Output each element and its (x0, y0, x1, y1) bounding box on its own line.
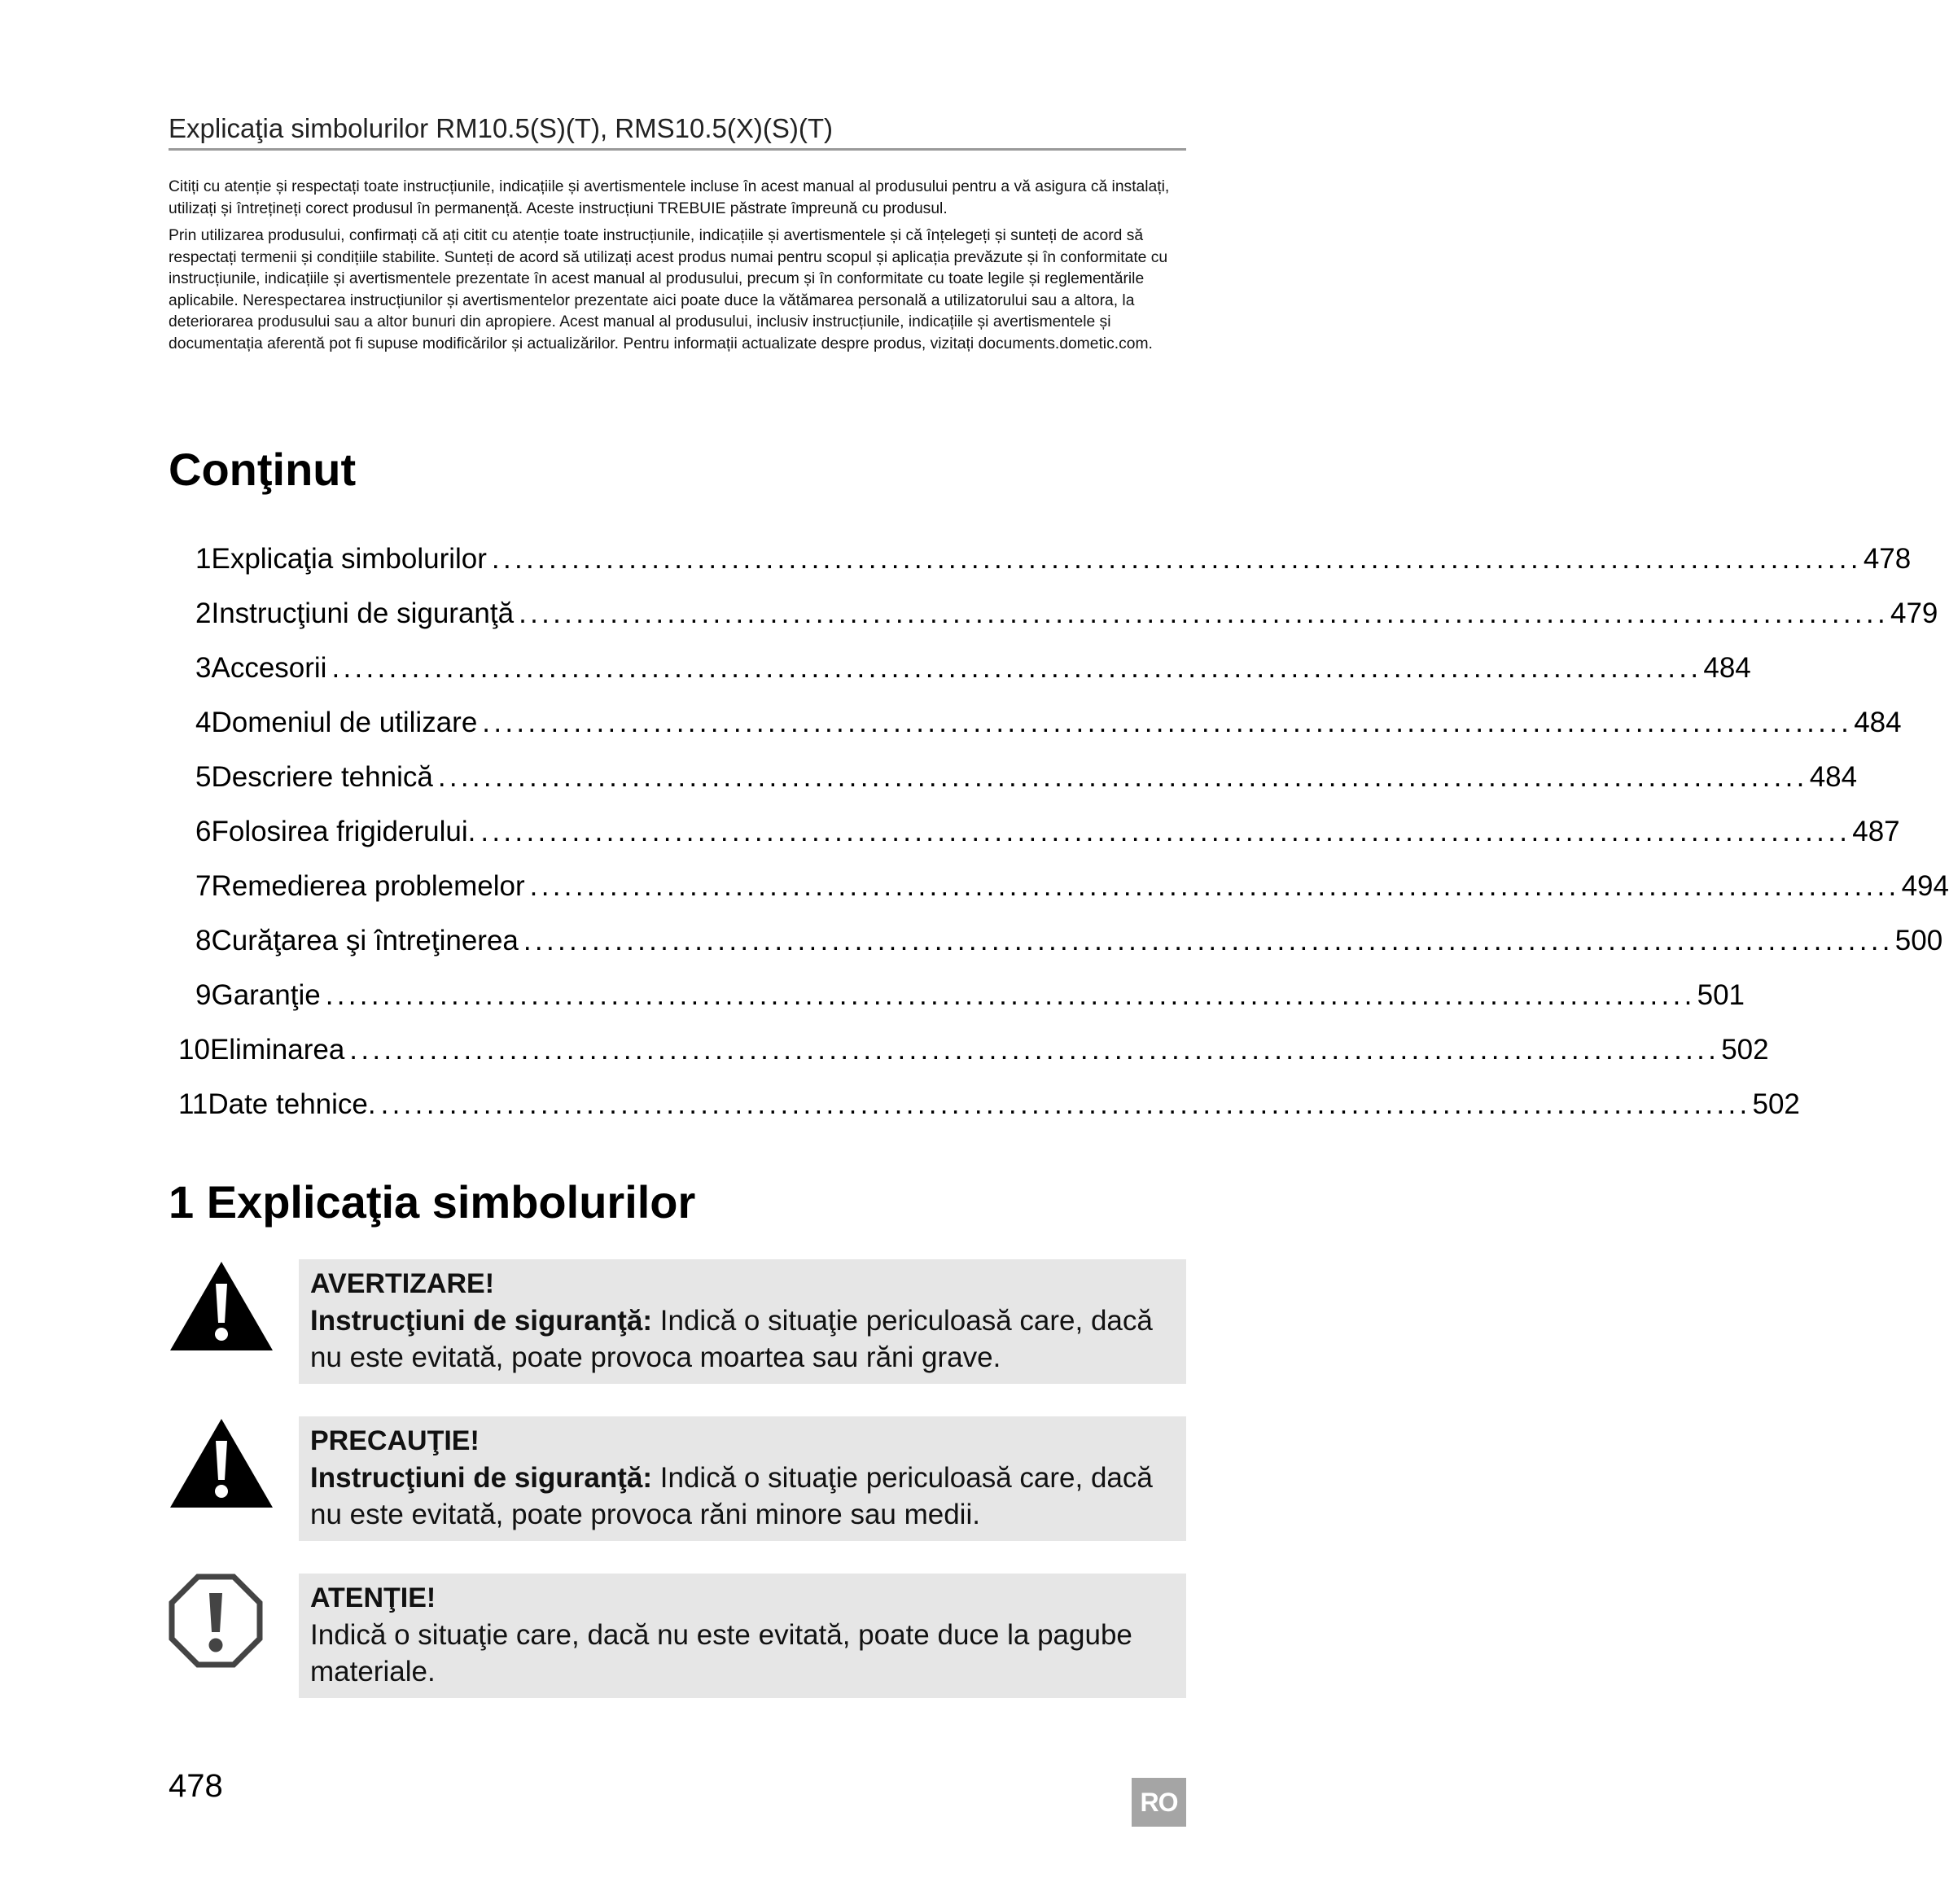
caution-notice (299, 1416, 1186, 1541)
toc-number: 10 (178, 1034, 210, 1066)
toc-title: Descriere tehnică (211, 761, 433, 793)
toc-entry-7[interactable] (195, 865, 1949, 908)
toc-leader-dots: ........................................................................................................................ (437, 761, 1808, 793)
toc-number: 9 (195, 979, 212, 1011)
toc-page: 500 (1894, 925, 1943, 956)
notice-lead: Instrucţiuni de siguranţă: (310, 1305, 653, 1337)
warning-notice (299, 1259, 1186, 1384)
toc-number: 11 (178, 1088, 208, 1120)
toc-leader-dots: ........................................................................................................................ (480, 816, 1851, 847)
toc-entry-9[interactable] (195, 974, 1745, 1017)
toc-page: 502 (1721, 1034, 1769, 1066)
toc-number: 7 (195, 870, 212, 902)
toc-page: 494 (1901, 870, 1949, 902)
toc-entry-6[interactable] (195, 811, 1900, 853)
notice-text: Indică o situaţie periculoasă care, dacă nu este evitată, poate provoca răni minore sau medii. (310, 1462, 1153, 1530)
toc-leader-dots: ........................................................................................................................ (331, 652, 1702, 684)
toc-page: 502 (1752, 1088, 1800, 1120)
toc-entry-11[interactable] (178, 1083, 1800, 1126)
notice-body (310, 1617, 1175, 1690)
notice-octagon-icon (169, 1574, 263, 1668)
toc-number: 3 (195, 652, 212, 684)
toc-leader-dots: ........................................................................................................................ (325, 979, 1696, 1011)
intro-paragraph: Citiți cu atenție și respectați toate instrucțiunile, indicațiile și avertismentele incluse în acest manual al produsului pentru a vă asigura că instalați, utilizați și întrețineți corect produsul în permanență. Aceste instrucțiuni TREBUIE păstrate împreună cu produsul. (169, 178, 1170, 217)
toc-heading: Conţinut (169, 444, 357, 495)
page-header (169, 111, 1186, 151)
toc-number: 5 (195, 761, 212, 793)
toc-entry-5[interactable] (195, 756, 1858, 799)
section-1-heading: 1 Explicaţia simbolurilor (169, 1176, 696, 1228)
language-badge: RO (1132, 1778, 1186, 1827)
toc-entry-1[interactable] (195, 538, 1912, 580)
toc-page: 484 (1854, 707, 1902, 738)
toc-title: Date tehnice. (208, 1088, 376, 1120)
toc-page: 484 (1809, 761, 1858, 793)
toc-entry-2[interactable] (195, 593, 1938, 635)
notice-title: PRECAUŢIE! (310, 1425, 480, 1456)
notice-title: ATENŢIE! (310, 1582, 436, 1613)
notice-text: Indică o situaţie care, dacă nu este evitată, poate duce la pagube materiale. (310, 1619, 1132, 1687)
warning-triangle-icon (169, 1259, 274, 1353)
toc-number: 2 (195, 597, 212, 629)
toc-title: Explicaţia simbolurilor (211, 543, 487, 575)
caution-triangle-icon (169, 1416, 274, 1510)
toc-page: 484 (1703, 652, 1751, 684)
notice-body (310, 1460, 1175, 1533)
toc-entry-4[interactable] (195, 702, 1902, 744)
toc-page: 478 (1863, 543, 1912, 575)
attention-notice (299, 1574, 1186, 1698)
toc-page: 479 (1890, 597, 1938, 629)
toc-number: 1 (195, 543, 212, 575)
toc-title: Garanţie (211, 979, 321, 1011)
toc-title: Eliminarea (209, 1034, 345, 1066)
toc-title: Remedierea problemelor (211, 870, 525, 902)
toc-number: 4 (195, 707, 212, 738)
toc-page: 501 (1697, 979, 1745, 1011)
toc-title: Accesorii (211, 652, 327, 684)
toc-page: 487 (1852, 816, 1900, 847)
toc-leader-dots: ........................................................................................................................ (491, 543, 1862, 575)
toc-leader-dots: ........................................................................................................................ (349, 1034, 1720, 1066)
toc-leader-dots: ........................................................................................................................ (523, 925, 1894, 956)
notice-text: Indică o situaţie periculoasă care, dacă nu este evitată, poate provoca moartea sau răni grave. (310, 1305, 1153, 1373)
toc-leader-dots: ........................................................................................................................ (380, 1088, 1751, 1120)
toc-leader-dots: ........................................................................................................................ (482, 707, 1853, 738)
toc-number: 8 (195, 925, 212, 956)
toc-title: Folosirea frigiderului. (211, 816, 476, 847)
notice-lead: Instrucţiuni de siguranţă: (310, 1462, 653, 1494)
toc-title: Curăţarea şi întreţinerea (211, 925, 519, 956)
toc-leader-dots: ........................................................................................................................ (529, 870, 1900, 902)
toc-entry-10[interactable] (178, 1029, 1769, 1071)
intro-text (169, 177, 1186, 361)
notice-title: AVERTIZARE! (310, 1268, 495, 1299)
toc-number: 6 (195, 816, 212, 847)
page-number: 478 (169, 1768, 223, 1804)
toc-leader-dots: ........................................................................................................................ (519, 597, 1889, 629)
notice-body (310, 1302, 1175, 1376)
toc-entry-8[interactable] (195, 920, 1943, 962)
toc-entry-3[interactable] (195, 647, 1751, 689)
toc-title: Instrucţiuni de siguranţă (211, 597, 515, 629)
toc-title: Domeniul de utilizare (211, 707, 478, 738)
intro-paragraph: Prin utilizarea produsului, confirmați că ați citit cu atenție toate instrucțiunile, indicațiile și avertismentele și că înțelegeți și sunteți de acord să respectați termenii și condițiile stabilite. Sunteți de acord să utilizați acest produs numai pentru scopul și aplicația prevăzute și în conformitate cu instrucțiunile, indicațiile și avertismentele prezentate în acest manual al produsului, precum și în conformitate cu toate legile și reglementările aplicabile. Nerespectarea instrucțiunilor și avertismentelor prezentate aici poate duce la vătămarea personală a utilizatorului sau a altora, la deteriorarea produsului sau a altor bunuri din apropiere. Acest manual al produsului, inclusiv instrucțiunile, indicațiile și avertismentele și documentația aferentă pot fi supuse modificărilor și actualizărilor. Pentru informații actualizate despre produs, vizitați documents.dometic.com. (169, 227, 1168, 352)
header-title: Explicaţia simbolurilor RM10.5(S)(T), RMS10.5(X)(S)(T) (169, 113, 833, 143)
